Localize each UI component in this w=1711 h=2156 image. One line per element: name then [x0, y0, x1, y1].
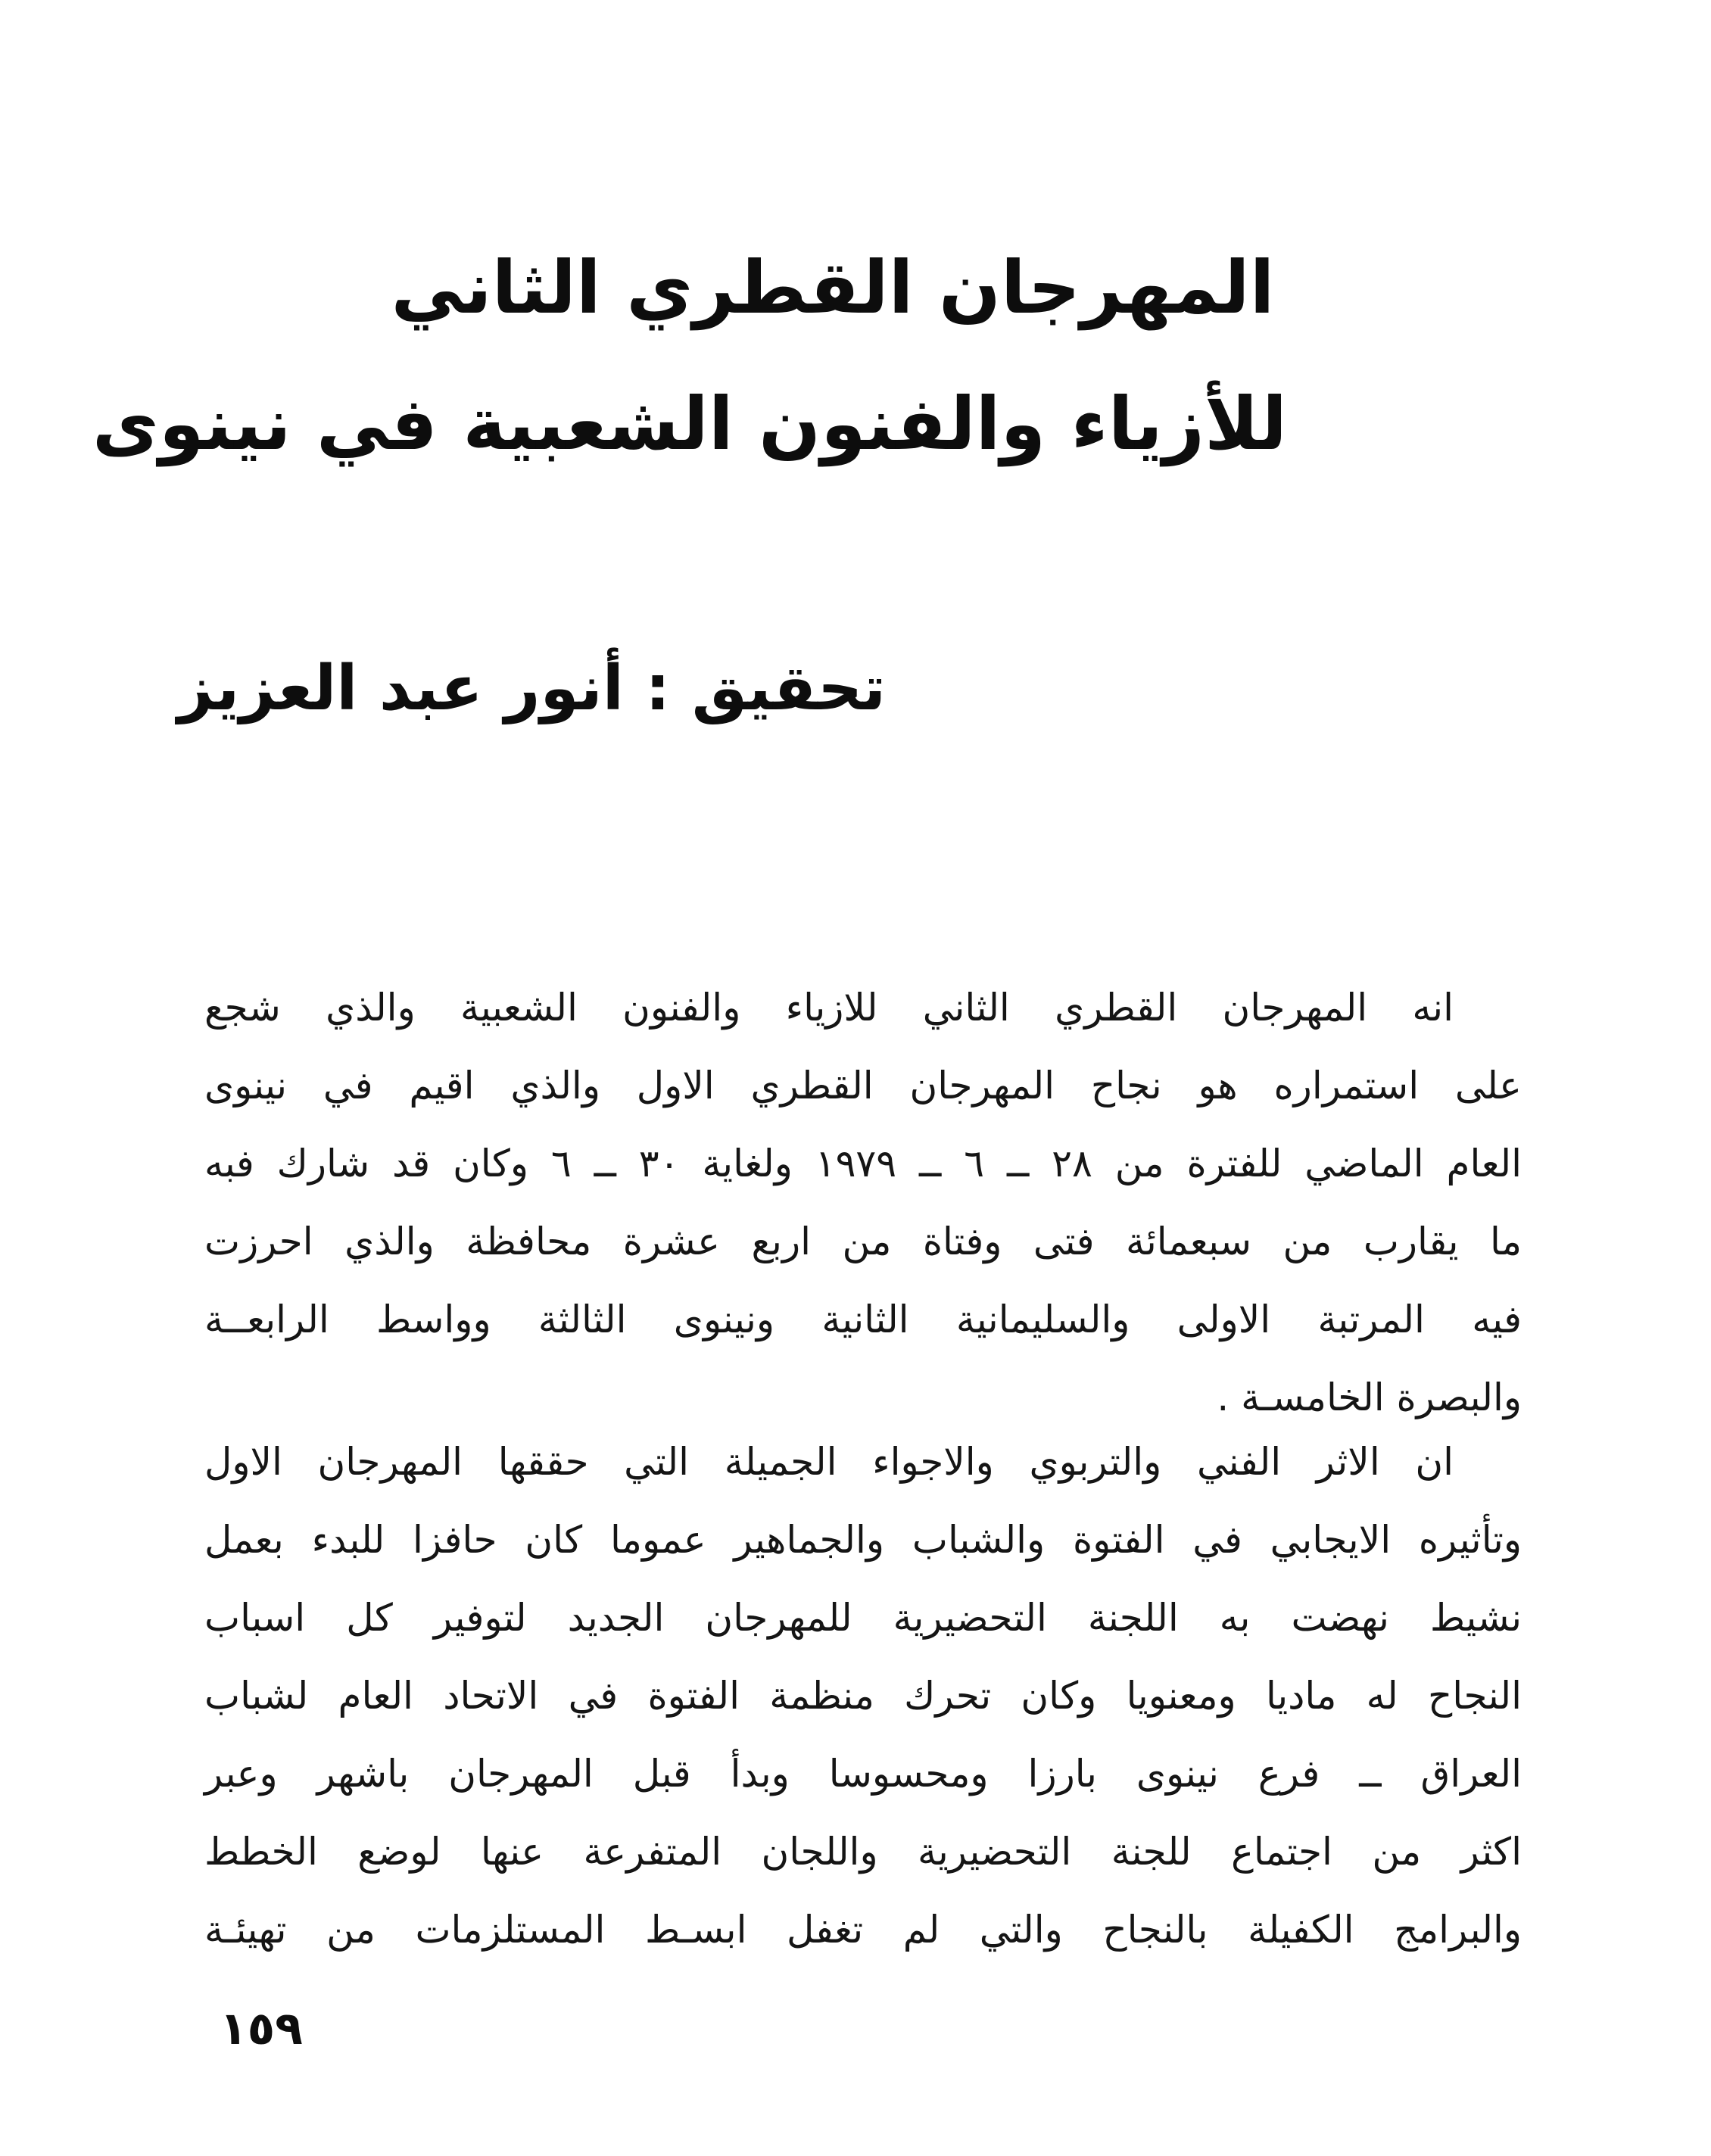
paragraph-line: فيه المرتبة الاولى والسليمانية الثانية ونينوى الثالثة وواسط الرابعــة: [204, 1298, 1522, 1341]
paragraph-line: النجاح له ماديا ومعنويا وكان تحرك منظمة الفتوة في الاتحاد العام لشباب: [204, 1674, 1522, 1718]
page-number: ١٥٩: [220, 2002, 303, 2055]
paragraph-2: [204, 1423, 1522, 1969]
paragraph-line: العراق ــ فرع نينوى بارزا ومحسوسا وبدأ قبل المهرجان باشهر وعبر: [204, 1752, 1522, 1796]
paragraph-line: وتأثيره الايجابي في الفتوة والشباب والجماهير عموما كان حافزا للبدء بعمل: [204, 1518, 1522, 1562]
paragraph-line: والبرامج الكفيلة بالنجاح والتي لم تغفل ابسـط المستلزمات من تهيئـة: [204, 1908, 1522, 1952]
paragraph-line: اكثر من اجتماع للجنة التحضيرية واللجان المتفرعة عنها لوضع الخطط: [204, 1830, 1522, 1874]
article-title: [92, 220, 1287, 492]
paragraph-line: انه المهرجان القطري الثاني للازياء والفنون الشعبية والذي شجع: [204, 986, 1454, 1030]
paragraph-line: والبصرة الخامسـة .: [1217, 1376, 1522, 1419]
paragraph-line: العام الماضي للفترة من ٢٨ ــ ٦ ــ ١٩٧٩ ولغاية ٣٠ ــ ٦ وكان قد شارك فبه: [204, 1142, 1522, 1185]
paragraph-line: على استمراره هو نجاح المهرجان القطري الاول والذي اقيم في نينوى: [204, 1064, 1522, 1108]
paragraph-line: نشيط نهضت به اللجنة التحضيرية للمهرجان الجديد لتوفير كل اسباب: [204, 1596, 1522, 1640]
title-line-1: المهرجان القطري الثاني: [391, 245, 1275, 330]
author-byline: تحقيق : أنور عبد العزيز: [177, 653, 886, 724]
paragraph-1: [204, 969, 1522, 1437]
title-line-2: للأزياء والفنون الشعبية في نينوى: [92, 382, 1287, 466]
paragraph-line: ما يقارب من سبعمائة فتى وفتاة من اربع عشرة محافظة والذي احرزت: [204, 1220, 1522, 1263]
paragraph-line: ان الاثر الفني والتربوي والاجواء الجميلة التي حققها المهرجان الاول: [204, 1440, 1454, 1484]
